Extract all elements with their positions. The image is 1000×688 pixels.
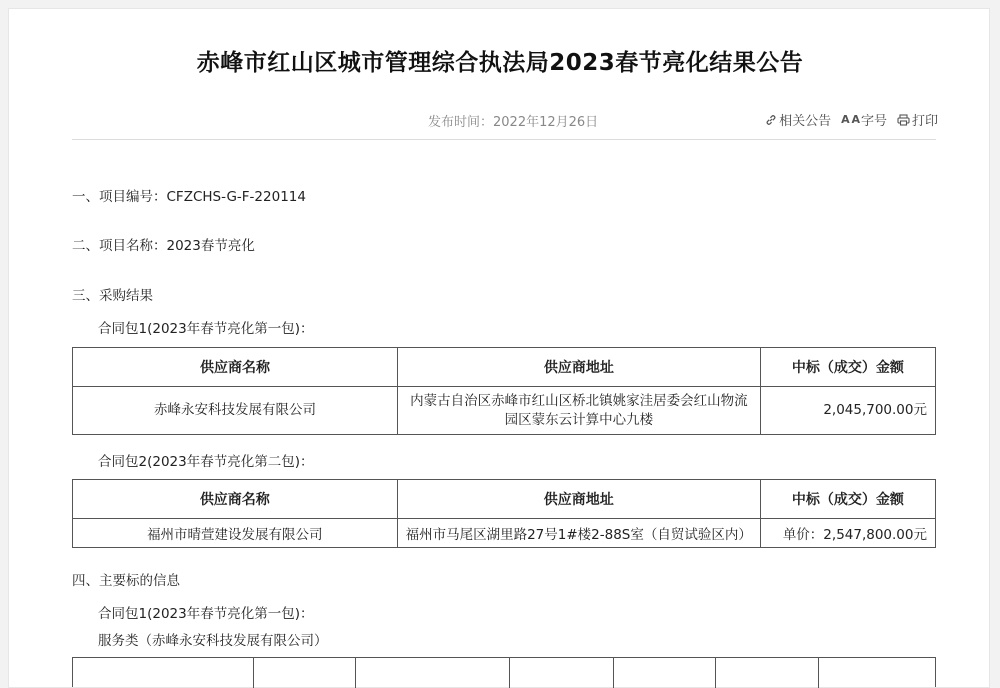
package1-label-repeat: 合同包1(2023年春节亮化第一包)： — [98, 606, 314, 622]
package2-label: 合同包2(2023年春节亮化第二包)： — [98, 454, 314, 470]
supplier-address-cell: 内蒙古自治区赤峰市红山区桥北镇姚家洼居委会红山物流园区蒙东云计算中心九楼 — [397, 387, 760, 435]
font-size-label: 字号 — [860, 114, 887, 129]
header-divider — [72, 139, 936, 140]
related-notices-label: 相关公告 — [779, 114, 832, 129]
supplier-name-cell: 福州市晴萱建设发展有限公司 — [73, 519, 398, 548]
publish-date: 发布时间：2022年12月26日 — [428, 115, 599, 130]
results-heading: 三、采购结果 — [72, 288, 153, 304]
related-notices-link[interactable] — [765, 110, 831, 129]
table-header-row — [73, 480, 936, 519]
printer-icon — [897, 114, 910, 126]
bid-amount-cell: 2,045,700.00元 — [760, 387, 935, 435]
bid-amount-cell: 单价：2,547,800.00元 — [760, 519, 935, 548]
header-supplier-address: 供应商地址 — [397, 348, 760, 387]
supplier-name-cell: 赤峰永安科技发展有限公司 — [73, 387, 398, 435]
project-number: 一、项目编号：CFZCHS-G-F-220114 — [72, 189, 306, 205]
print-button[interactable] — [897, 110, 938, 129]
main-info-heading: 四、主要标的信息 — [72, 573, 180, 589]
header-bid-amount: 中标（成交）金额 — [760, 348, 935, 387]
main-info-table — [72, 657, 936, 687]
service-type-label: 服务类（赤峰永安科技发展有限公司） — [98, 633, 328, 649]
toolbar — [765, 110, 938, 129]
project-name: 二、项目名称：2023春节亮化 — [72, 238, 255, 254]
table-row — [73, 519, 936, 548]
table-row — [73, 387, 936, 435]
header-supplier-name: 供应商名称 — [73, 480, 398, 519]
package2-results-table — [72, 479, 936, 548]
package1-label: 合同包1(2023年春节亮化第一包)： — [98, 321, 314, 337]
font-size-icon: A A — [841, 113, 859, 126]
header-supplier-name: 供应商名称 — [73, 348, 398, 387]
package1-results-table — [72, 347, 936, 435]
header-supplier-address: 供应商地址 — [397, 480, 760, 519]
print-label: 打印 — [911, 114, 938, 129]
supplier-address-cell: 福州市马尾区湖里路27号1#楼2-88S室（自贸试验区内） — [397, 519, 760, 548]
link-icon — [765, 114, 777, 126]
header-bid-amount: 中标（成交）金额 — [760, 480, 935, 519]
font-size-button[interactable] — [841, 110, 887, 129]
page-title: 赤峰市红山区城市管理综合执法局2023春节亮化结果公告 — [196, 50, 804, 76]
table-header-row — [73, 348, 936, 387]
